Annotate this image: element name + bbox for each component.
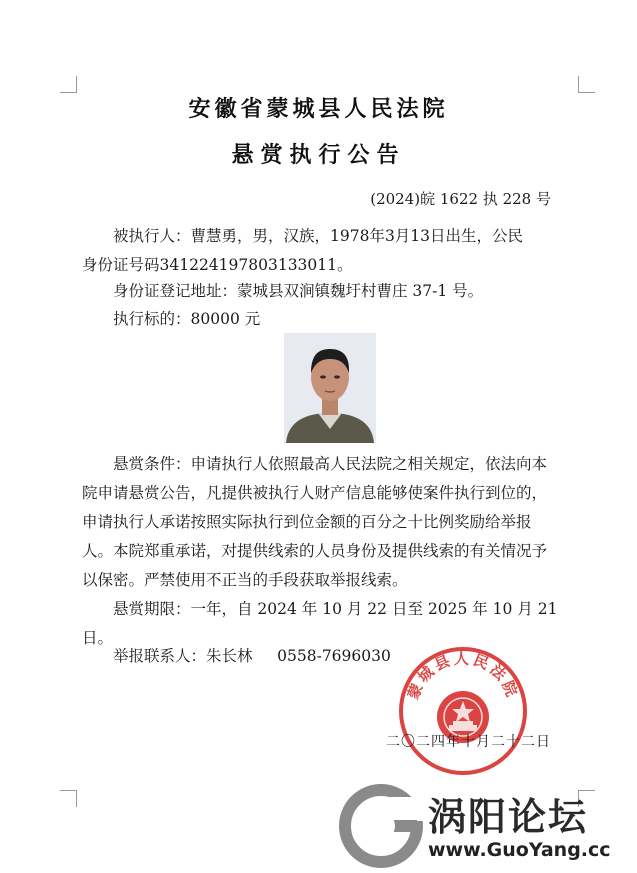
reward-conditions	[82, 450, 558, 595]
defendant-line-2: 身份证号码341224197803133011。	[82, 256, 353, 274]
watermark-url: www.GuoYang.cc	[428, 839, 611, 861]
contact-text: 举报联系人：朱长林 0558-7696030	[113, 647, 391, 665]
address-text: 身份证登记地址：蒙城县双涧镇魏圩村曹庄 37-1 号。	[113, 282, 484, 300]
crop-mark-bottom-left	[60, 790, 77, 807]
notice-title: 悬赏执行公告	[231, 143, 406, 168]
svg-text:蒙城县人民法院: 蒙城县人民法院	[404, 649, 522, 702]
id-address	[82, 277, 558, 306]
defendant-info	[82, 222, 558, 280]
site-watermark	[336, 780, 636, 873]
case-number: (2024)皖 1622 执 228 号	[370, 190, 551, 208]
notice-date: 二〇二四年十月二十二日	[386, 734, 551, 750]
crop-mark-top-left	[60, 76, 77, 93]
defendant-line-1: 被执行人：曹慧勇，男，汉族，1978年3月13日出生，公民	[113, 227, 524, 245]
court-seal	[397, 645, 529, 777]
amount-text: 执行标的：80000 元	[113, 310, 261, 328]
reward-period-text: 悬赏期限：一年，自 2024 年 10 月 22 日至 2025 年 10 月 21 日。	[82, 600, 558, 647]
reward-conditions-text: 悬赏条件：申请执行人依照最高人民法院之相关规定，依法向本院申请悬赏公告，凡提供被执行人财产信息能够使案件执行到位的，申请执行人承诺按照实际执行到位金额的百分之十比例奖励给举报人。本院郑重承诺，对提供线索的人员身份及提供线索的有关情况予以保密。严禁使用不正当的手段获取举报线索。	[82, 455, 548, 589]
watermark-site-name: 涡阳论坛	[428, 795, 589, 839]
crop-mark-top-right	[578, 76, 595, 93]
defendant-photo	[284, 333, 376, 443]
portrait-illustration	[284, 333, 376, 443]
g-logo-icon	[338, 783, 424, 869]
execution-amount	[82, 305, 558, 334]
court-name: 安徽省蒙城县人民法院	[188, 97, 449, 122]
